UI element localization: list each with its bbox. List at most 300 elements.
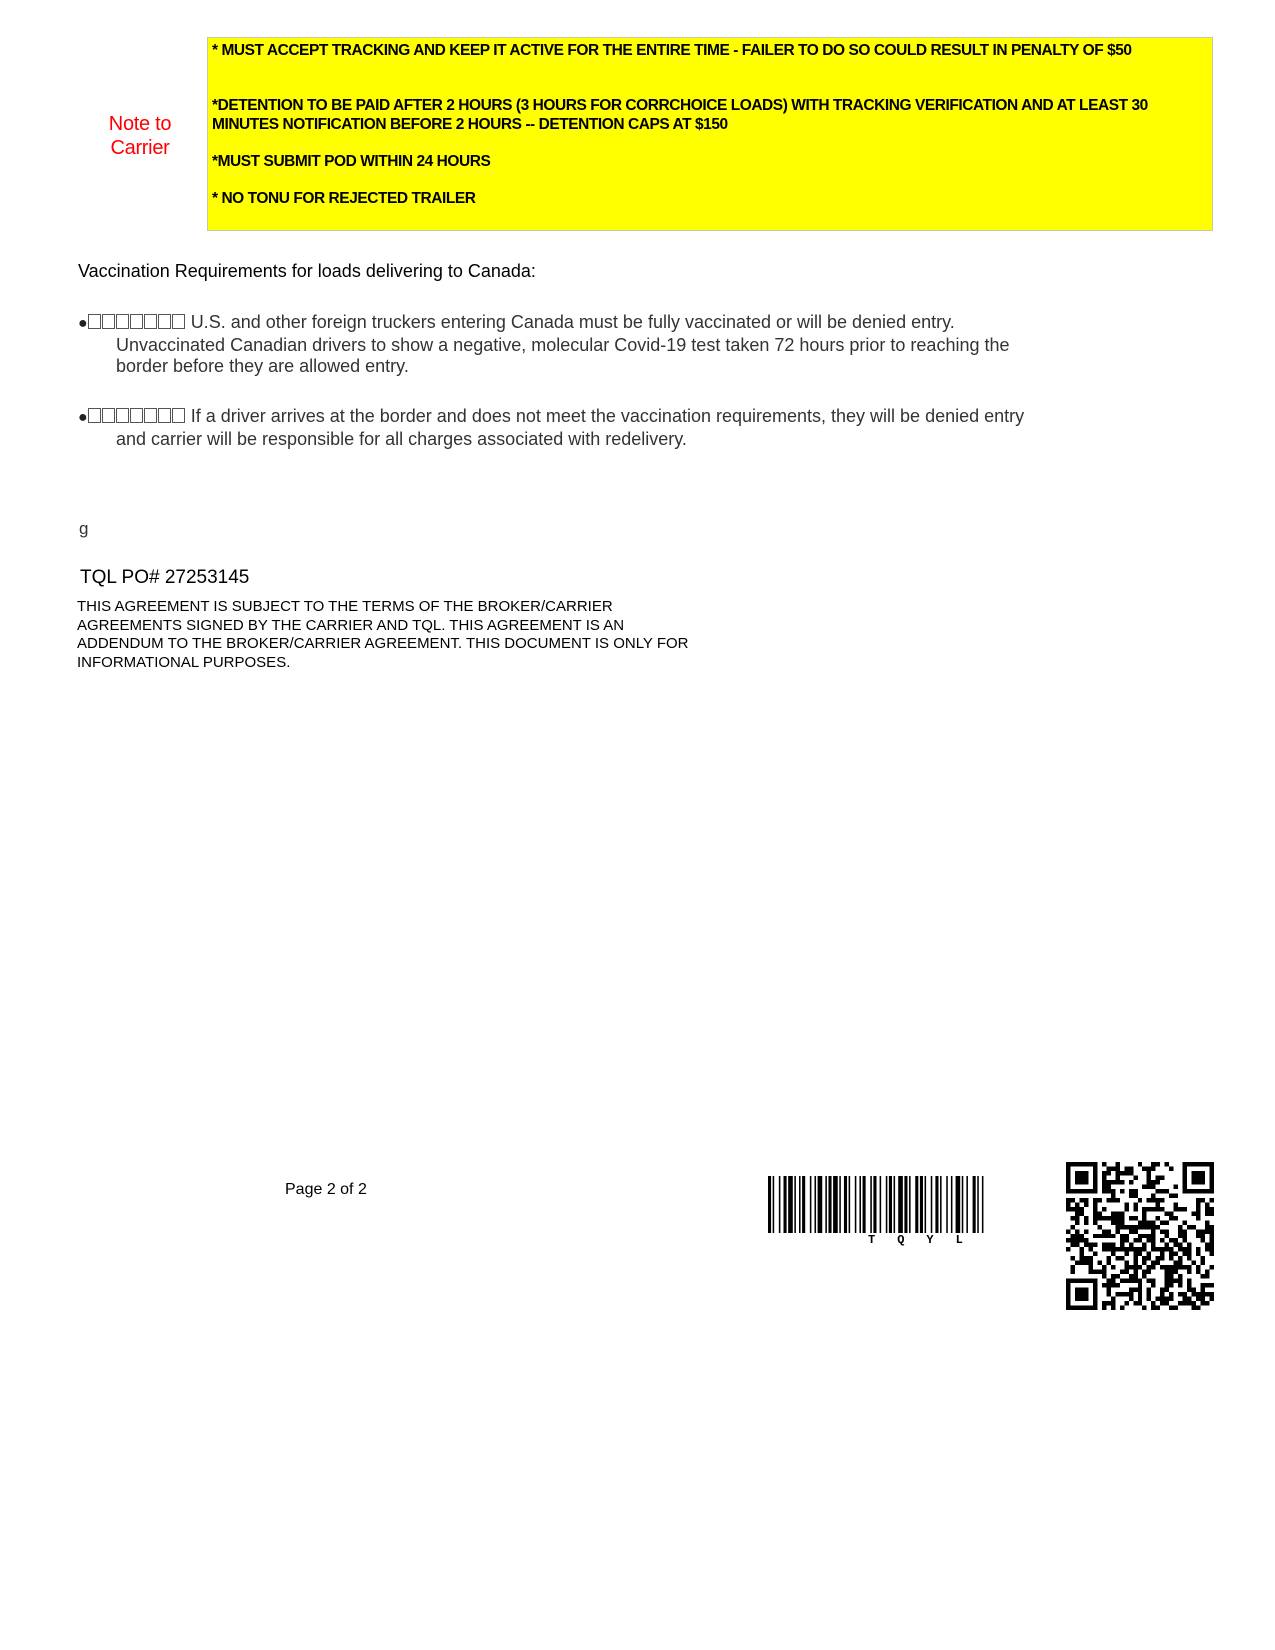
qr-module [1106, 1229, 1110, 1233]
qr-module [1147, 1175, 1151, 1179]
qr-module [1178, 1265, 1182, 1269]
qr-module [1147, 1180, 1151, 1184]
qr-module [1192, 1261, 1196, 1265]
qr-module [1205, 1229, 1209, 1233]
qr-module [1102, 1283, 1106, 1287]
qr-module [1093, 1243, 1097, 1247]
barcode-bar [870, 1176, 872, 1233]
qr-module [1120, 1216, 1124, 1220]
qr-module [1183, 1238, 1187, 1242]
qr-module [1129, 1171, 1133, 1175]
qr-module [1147, 1265, 1151, 1269]
qr-module [1205, 1292, 1209, 1296]
qr-module [1196, 1306, 1200, 1310]
qr-module [1147, 1220, 1151, 1224]
qr-module [1187, 1283, 1191, 1287]
qr-module [1115, 1171, 1119, 1175]
qr-module [1129, 1189, 1133, 1193]
qr-module [1151, 1234, 1155, 1238]
qr-module [1165, 1247, 1169, 1251]
qr-module [1084, 1220, 1088, 1224]
qr-module [1120, 1225, 1124, 1229]
qr-module [1138, 1265, 1142, 1269]
agreement-line: ADDENDUM TO THE BROKER/CARRIER AGREEMENT. THIS DOCUMENT IS ONLY FOR [77, 635, 689, 652]
qr-module [1174, 1306, 1178, 1310]
qr-module [1160, 1292, 1164, 1296]
qr-module [1151, 1279, 1155, 1283]
qr-module [1169, 1193, 1173, 1197]
qr-module [1147, 1288, 1151, 1292]
qr-module [1187, 1297, 1191, 1301]
qr-module [1102, 1216, 1106, 1220]
qr-module [1075, 1202, 1079, 1206]
qr-module [1187, 1301, 1191, 1305]
barcode-bar [951, 1176, 953, 1233]
qr-module [1210, 1283, 1214, 1287]
barcode-bar [799, 1176, 801, 1233]
qr-module [1084, 1243, 1088, 1247]
qr-module [1210, 1292, 1214, 1296]
qr-module [1205, 1243, 1209, 1247]
qr-module [1106, 1292, 1110, 1296]
qr-module [1178, 1301, 1182, 1305]
vaccination-bullet-1 [78, 312, 1078, 378]
qr-module [1106, 1180, 1110, 1184]
qr-finder [1183, 1162, 1187, 1193]
qr-module [1210, 1234, 1214, 1238]
barcode-bar [825, 1176, 827, 1233]
qr-module [1147, 1297, 1151, 1301]
qr-module [1196, 1247, 1200, 1251]
qr-module [1093, 1234, 1097, 1238]
qr-module [1174, 1270, 1178, 1274]
qr-module [1183, 1220, 1187, 1224]
barcode-bar [904, 1176, 907, 1233]
tonu-note: * NO TONU FOR REJECTED TRAILER [212, 190, 476, 207]
qr-module [1120, 1180, 1124, 1184]
qr-module [1160, 1207, 1164, 1211]
detention-note: *DETENTION TO BE PAID AFTER 2 HOURS (3 HOURS FOR CORRCHOICE LOADS) WITH TRACKING VERIFICATION AND AT LEAST 30 MINUTES NOTIFICATION BEFORE 2 HOURS -- DETENTION CAPS AT $150 [212, 97, 1148, 133]
qr-module [1151, 1225, 1155, 1229]
qr-module [1169, 1306, 1173, 1310]
qr-module [1102, 1243, 1106, 1247]
qr-module [1151, 1243, 1155, 1247]
qr-module [1165, 1234, 1169, 1238]
bullet-dot-icon: ● [78, 409, 88, 426]
qr-module [1210, 1198, 1214, 1202]
qr-module [1142, 1261, 1146, 1265]
qr-module [1178, 1256, 1182, 1260]
qr-module [1165, 1270, 1169, 1274]
qr-module [1111, 1243, 1115, 1247]
qr-module [1178, 1283, 1182, 1287]
barcode-bar [773, 1176, 775, 1233]
qr-module [1201, 1256, 1205, 1260]
qr-module [1178, 1292, 1182, 1296]
missing-glyph-boxes [88, 407, 186, 429]
qr-module [1102, 1229, 1106, 1233]
qr-module [1084, 1202, 1088, 1206]
qr-module [1151, 1306, 1155, 1310]
qr-module [1120, 1292, 1124, 1296]
qr-module [1156, 1306, 1160, 1310]
qr-module [1133, 1252, 1137, 1256]
qr-module [1070, 1234, 1074, 1238]
qr-module [1165, 1162, 1169, 1166]
qr-finder [1210, 1162, 1214, 1193]
qr-module [1147, 1166, 1151, 1170]
qr-module [1106, 1234, 1110, 1238]
qr-module [1106, 1288, 1110, 1292]
qr-module [1178, 1234, 1182, 1238]
barcode-bar [863, 1176, 866, 1233]
qr-module [1205, 1207, 1209, 1211]
qr-module [1174, 1216, 1178, 1220]
qr-finder [1066, 1189, 1097, 1193]
qr-module [1102, 1265, 1106, 1269]
qr-module [1210, 1243, 1214, 1247]
qr-module [1201, 1229, 1205, 1233]
qr-module [1165, 1279, 1169, 1283]
qr-module [1210, 1207, 1214, 1211]
qr-module [1115, 1162, 1119, 1166]
qr-module [1160, 1229, 1164, 1233]
qr-module [1124, 1247, 1128, 1251]
qr-module [1102, 1180, 1106, 1184]
qr-module [1151, 1261, 1155, 1265]
qr-module [1178, 1274, 1182, 1278]
qr-module [1124, 1301, 1128, 1305]
qr-module [1183, 1229, 1187, 1233]
qr-module [1106, 1247, 1110, 1251]
qr-module [1111, 1189, 1115, 1193]
vaccination-heading: Vaccination Requirements for loads delivering to Canada: [78, 261, 536, 281]
qr-module [1133, 1225, 1137, 1229]
barcode-bar [946, 1176, 948, 1233]
qr-module [1111, 1220, 1115, 1224]
qr-module [1102, 1247, 1106, 1251]
qr-module [1111, 1247, 1115, 1251]
qr-module [1147, 1252, 1151, 1256]
qr-module [1120, 1306, 1124, 1310]
qr-module [1205, 1301, 1209, 1305]
qr-module [1138, 1283, 1142, 1287]
qr-module [1129, 1243, 1133, 1247]
qr-module [1192, 1288, 1196, 1292]
qr-module [1070, 1207, 1074, 1211]
barcode-bar [873, 1176, 876, 1233]
qr-module [1115, 1229, 1119, 1233]
barcode-bar [828, 1176, 831, 1233]
tracking-requirement-note: * MUST ACCEPT TRACKING AND KEEP IT ACTIVE FOR THE ENTIRE TIME - FAILER TO DO SO COULD RESULT IN PENALTY OF $50 [212, 42, 1132, 59]
qr-module [1133, 1301, 1137, 1305]
qr-module [1192, 1292, 1196, 1296]
qr-module [1165, 1243, 1169, 1247]
qr-module [1075, 1261, 1079, 1265]
qr-module [1120, 1238, 1124, 1242]
qr-module [1120, 1189, 1124, 1193]
qr-module [1093, 1270, 1097, 1274]
qr-module [1124, 1207, 1128, 1211]
qr-module [1093, 1216, 1097, 1220]
qr-module [1075, 1229, 1079, 1233]
bullet-dot-icon: ● [78, 315, 88, 332]
qr-module [1088, 1247, 1092, 1251]
qr-module [1201, 1301, 1205, 1305]
qr-module [1133, 1229, 1137, 1233]
qr-module [1174, 1202, 1178, 1206]
qr-module [1120, 1279, 1124, 1283]
qr-module [1133, 1193, 1137, 1197]
qr-module [1129, 1279, 1133, 1283]
qr-module [1088, 1265, 1092, 1269]
barcode-bar [788, 1176, 793, 1233]
qr-module [1102, 1189, 1106, 1193]
qr-module [1088, 1243, 1092, 1247]
qr-module [1169, 1297, 1173, 1301]
qr-module [1115, 1198, 1119, 1202]
qr-module [1169, 1238, 1173, 1242]
qr-module [1205, 1225, 1209, 1229]
barcode-bar [849, 1176, 851, 1233]
qr-module [1106, 1198, 1110, 1202]
qr-module [1187, 1243, 1191, 1247]
qr-module [1070, 1243, 1074, 1247]
qr-module [1151, 1220, 1155, 1224]
qr-module [1160, 1297, 1164, 1301]
qr-module [1174, 1243, 1178, 1247]
qr-module [1196, 1198, 1200, 1202]
qr-module [1133, 1247, 1137, 1251]
qr-module [1192, 1211, 1196, 1215]
qr-module [1156, 1256, 1160, 1260]
qr-module [1120, 1220, 1124, 1224]
qr-module [1106, 1243, 1110, 1247]
qr-module [1156, 1202, 1160, 1206]
qr-module [1084, 1229, 1088, 1233]
barcode-bar [784, 1176, 787, 1233]
qr-module [1093, 1207, 1097, 1211]
qr-module [1133, 1265, 1137, 1269]
qr-module [1093, 1211, 1097, 1215]
qr-finder [1066, 1162, 1070, 1193]
qr-module [1124, 1279, 1128, 1283]
qr-module [1079, 1234, 1083, 1238]
qr-module [1097, 1234, 1101, 1238]
qr-module [1196, 1234, 1200, 1238]
qr-module [1156, 1198, 1160, 1202]
qr-module [1187, 1252, 1191, 1256]
qr-module [1106, 1301, 1110, 1305]
qr-module [1151, 1193, 1155, 1197]
qr-module [1169, 1166, 1173, 1170]
qr-module [1138, 1225, 1142, 1229]
barcode-bar [855, 1176, 857, 1233]
qr-module [1142, 1274, 1146, 1278]
carrier-notes-box [207, 37, 1213, 231]
qr-module [1201, 1198, 1205, 1202]
qr-module [1138, 1234, 1142, 1238]
qr-module [1070, 1198, 1074, 1202]
qr-module [1160, 1301, 1164, 1305]
qr-module [1160, 1198, 1164, 1202]
qr-module [1102, 1234, 1106, 1238]
qr-module [1102, 1171, 1106, 1175]
qr-module [1097, 1211, 1101, 1215]
qr-module [1156, 1247, 1160, 1251]
qr-module [1169, 1216, 1173, 1220]
qr-module [1205, 1270, 1209, 1274]
qr-finder [1093, 1279, 1097, 1310]
qr-module [1138, 1247, 1142, 1251]
pod-note: *MUST SUBMIT POD WITHIN 24 HOURS [212, 153, 491, 170]
qr-module [1138, 1279, 1142, 1283]
qr-module [1165, 1229, 1169, 1233]
qr-module [1075, 1238, 1079, 1242]
qr-module [1210, 1297, 1214, 1301]
qr-module [1102, 1207, 1106, 1211]
bullet-continuation: and carrier will be responsible for all charges associated with redelivery. [116, 428, 687, 449]
qr-module [1120, 1211, 1124, 1215]
qr-module [1160, 1175, 1164, 1179]
barcode-bar [898, 1176, 903, 1233]
qr-module [1138, 1198, 1142, 1202]
barcode-bar [815, 1176, 817, 1233]
qr-module [1160, 1238, 1164, 1242]
qr-module [1079, 1261, 1083, 1265]
qr-module [1196, 1211, 1200, 1215]
qr-module [1174, 1184, 1178, 1188]
qr-module [1115, 1292, 1119, 1296]
qr-module [1138, 1252, 1142, 1256]
qr-module [1178, 1243, 1182, 1247]
qr-module [1151, 1283, 1155, 1287]
qr-module [1156, 1216, 1160, 1220]
qr-module [1102, 1274, 1106, 1278]
qr-module [1147, 1292, 1151, 1296]
qr-module [1187, 1225, 1191, 1229]
qr-module [1133, 1261, 1137, 1265]
qr-module [1165, 1274, 1169, 1278]
barcode-bar [839, 1176, 841, 1233]
qr-module [1084, 1198, 1088, 1202]
qr-module [1142, 1247, 1146, 1251]
qr-module [1084, 1261, 1088, 1265]
qr-module [1156, 1175, 1160, 1179]
qr-module [1102, 1162, 1106, 1166]
qr-module [1066, 1229, 1070, 1233]
qr-module [1124, 1252, 1128, 1256]
qr-module [1120, 1256, 1124, 1260]
qr-module [1205, 1274, 1209, 1278]
barcode-bar [886, 1176, 888, 1233]
qr-module [1196, 1252, 1200, 1256]
qr-module [1066, 1198, 1070, 1202]
qr-module [1196, 1202, 1200, 1206]
qr-module [1097, 1198, 1101, 1202]
qr-module [1147, 1270, 1151, 1274]
qr-module [1124, 1292, 1128, 1296]
qr-module [1151, 1198, 1155, 1202]
qr-module [1151, 1162, 1155, 1166]
qr-module [1079, 1247, 1083, 1251]
qr-module [1070, 1238, 1074, 1242]
qr-module [1201, 1238, 1205, 1242]
qr-module [1129, 1297, 1133, 1301]
qr-module [1133, 1288, 1137, 1292]
qr-module [1111, 1283, 1115, 1287]
qr-module [1070, 1270, 1074, 1274]
qr-module [1079, 1256, 1083, 1260]
qr-module [1183, 1265, 1187, 1269]
qr-module [1196, 1207, 1200, 1211]
qr-module [1201, 1283, 1205, 1287]
qr-module [1115, 1256, 1119, 1260]
agreement-line: THIS AGREEMENT IS SUBJECT TO THE TERMS OF THE BROKER/CARRIER [77, 598, 613, 615]
qr-module [1210, 1265, 1214, 1269]
qr-module [1106, 1189, 1110, 1193]
qr-module [1174, 1238, 1178, 1242]
barcode-bar [889, 1176, 892, 1233]
note-to-carrier-label: Note to Carrier [108, 113, 172, 159]
qr-module [1196, 1297, 1200, 1301]
qr-module [1075, 1243, 1079, 1247]
qr-module [1111, 1234, 1115, 1238]
qr-finder [1183, 1189, 1214, 1193]
qr-module [1111, 1198, 1115, 1202]
bullet-text: If a driver arrives at the border and does not meet the vaccination requirements, they will be denied entry [190, 406, 1025, 426]
agreement-line: AGREEMENTS SIGNED BY THE CARRIER AND TQL. THIS AGREEMENT IS AN [77, 616, 625, 634]
qr-module [1129, 1166, 1133, 1170]
barcode-bar [794, 1176, 796, 1233]
barcode-bar [810, 1176, 812, 1233]
qr-module [1142, 1211, 1146, 1215]
qr-module [1120, 1234, 1124, 1238]
qr-module [1142, 1243, 1146, 1247]
barcode-bar [982, 1176, 984, 1233]
qr-module [1075, 1220, 1079, 1224]
qr-module [1129, 1229, 1133, 1233]
qr-finder [1066, 1279, 1070, 1310]
qr-module [1183, 1252, 1187, 1256]
qr-module [1210, 1252, 1214, 1256]
qr-module [1201, 1234, 1205, 1238]
barcode-bar [973, 1176, 976, 1233]
qr-module [1210, 1229, 1214, 1233]
qr-module [1124, 1225, 1128, 1229]
barcode-bar [844, 1176, 847, 1233]
qr-module [1129, 1193, 1133, 1197]
barcode-bar [935, 1176, 938, 1233]
qr-module [1133, 1207, 1137, 1211]
qr-module [1129, 1288, 1133, 1292]
qr-module [1156, 1189, 1160, 1193]
qr-module [1070, 1225, 1074, 1229]
qr-module [1142, 1234, 1146, 1238]
qr-module [1196, 1292, 1200, 1296]
qr-module [1205, 1283, 1209, 1287]
qr-module [1178, 1225, 1182, 1229]
qr-module [1165, 1297, 1169, 1301]
barcode-bar [880, 1176, 882, 1233]
qr-module [1111, 1297, 1115, 1301]
qr-module [1201, 1288, 1205, 1292]
qr-module [1174, 1207, 1178, 1211]
qr-module [1169, 1292, 1173, 1296]
qr-module [1111, 1211, 1115, 1215]
qr-module [1196, 1216, 1200, 1220]
qr-module [1102, 1306, 1106, 1310]
